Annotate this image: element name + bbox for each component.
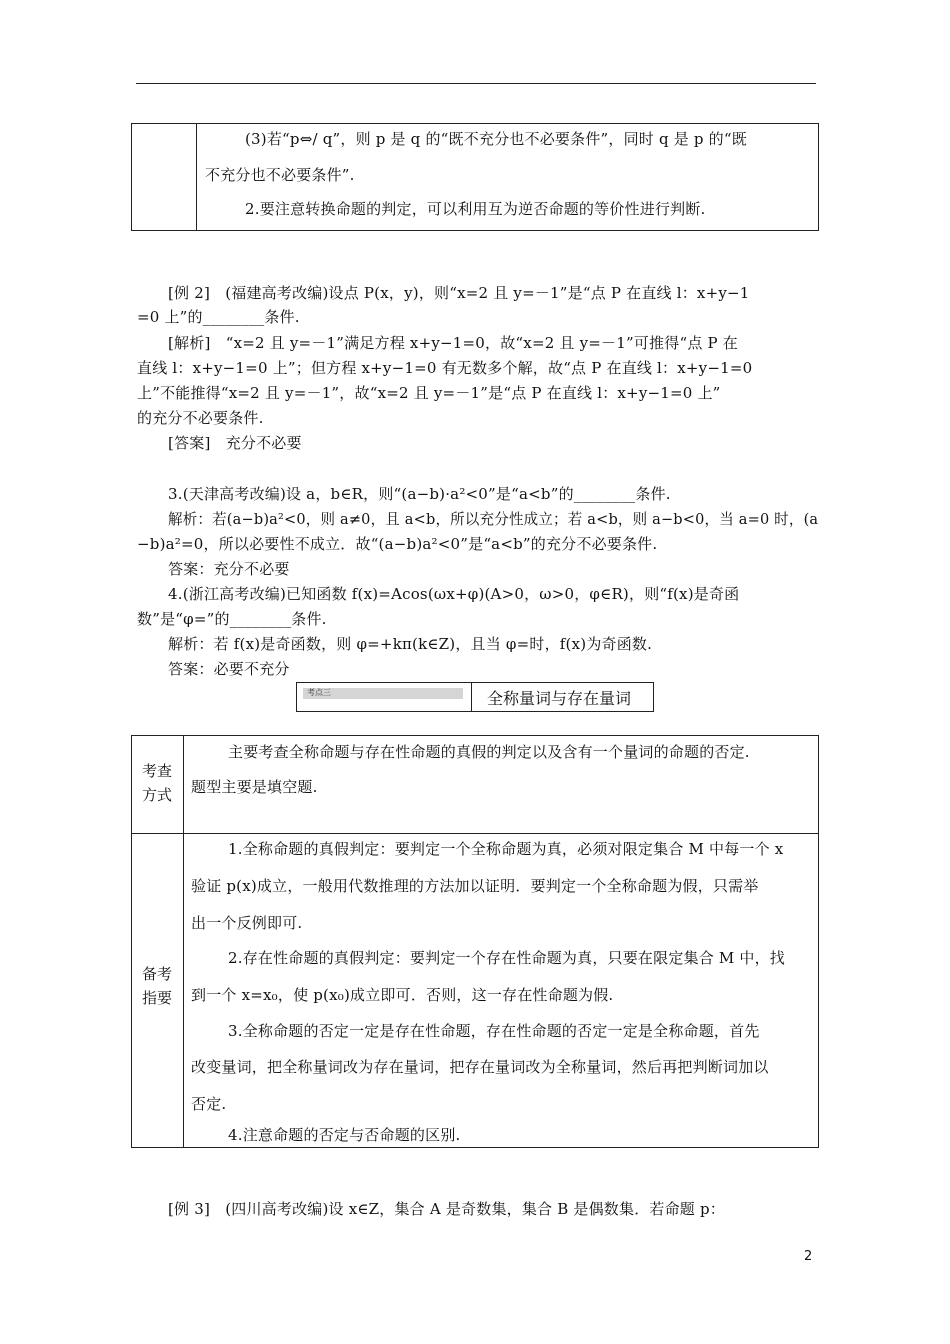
example2-answer: [答案] 充分不必要 (168, 434, 302, 452)
example2-line: 上”不能推得“x=2 且 y=－1”，故“x=2 且 y=－1”是“点 P 在直线 l：x+y−1=0 上” (137, 384, 721, 402)
table2-row1-line: 题型主要是填空题. (191, 778, 318, 796)
table2-row2-line: 改变量词，把全称量词改为存在量词，把存在量词改为全称量词，然后再把判断词加以 (191, 1058, 769, 1076)
example2-line: [解析] “x=2 且 y=－1”满足方程 x+y−1=0，故“x=2 且 y=－1”可推得“点 P 在 (168, 334, 738, 352)
section-badge: 考点三 (303, 688, 463, 699)
header-rule (136, 83, 816, 84)
problem3-line: 解析：若(a−b)a²<0，则 a≠0，且 a<b，所以充分性成立；若 a<b，则 a−b<0，当 a=0 时，(a (168, 510, 819, 528)
problem3-line: −b)a²=0，所以必要性不成立．故“(a−b)a²<0”是“a<b”的充分不必要条件. (137, 535, 658, 553)
table2-row2-line: 3.全称命题的否定一定是存在性命题，存在性命题的否定一定是全称命题，首先 (228, 1022, 760, 1040)
page-number: 2 (804, 1249, 813, 1264)
table2-row2-line: 2.存在性命题的真假判定：要判定一个存在性命题为真，只要在限定集合 M 中，找 (228, 949, 786, 967)
example2-line: 的充分不必要条件. (137, 409, 264, 427)
problem4-line: 解析：若 f(x)是奇函数，则 φ=+kπ(k∈Z)，且当 φ=时，f(x)为奇函数. (168, 635, 653, 653)
section-header (296, 682, 654, 712)
section-title: 全称量词与存在量词 (487, 689, 632, 708)
table1-line: 2.要注意转换命题的判定，可以利用互为逆否命题的等价性进行判断. (245, 200, 706, 218)
problem4-answer: 答案：必要不充分 (168, 660, 290, 678)
table-column-divider (183, 735, 184, 1148)
example2-line: [例 2] (福建高考改编)设点 P(x，y)，则“x=2 且 y=－1”是“点 P 在直线 l：x+y−1 (168, 284, 750, 302)
table2-row2-line: 1.全称命题的真假判定：要判定一个全称命题为真，必须对限定集合 M 中每一个 x (228, 840, 784, 858)
table2-row2-line: 验证 p(x)成立，一般用代数推理的方法加以证明．要判定一个全称命题为假，只需举 (191, 877, 759, 895)
table-column-divider (196, 123, 197, 231)
problem4-line: 数”是“φ=”的________条件. (137, 610, 327, 628)
example2-line: =0 上”的________条件. (137, 308, 300, 326)
table-row-divider (131, 833, 819, 834)
problem3-line: 3.(天津高考改编)设 a，b∈R，则“(a−b)·a²<0”是“a<b”的________条件. (168, 485, 671, 503)
row-label-prep-guide: 备考 指要 (141, 965, 172, 1007)
table1-line: (3)若“p⇔/ q”，则 p 是 q 的“既不充分也不必要条件”，同时 q 是 p 的“既 (245, 130, 747, 148)
table2-row2-line: 到一个 x=x₀，使 p(x₀)成立即可．否则，这一存在性命题为假. (191, 986, 614, 1004)
table2-row2-line: 4.注意命题的否定与否命题的区别. (228, 1126, 461, 1144)
table2-row1-line: 主要考查全称命题与存在性命题的真假的判定以及含有一个量词的命题的否定. (228, 743, 750, 761)
problem3-answer: 答案：充分不必要 (168, 560, 290, 578)
table2-row2-line: 否定. (191, 1095, 227, 1113)
row-label-exam-method: 考查 方式 (141, 762, 172, 804)
table2-row2-line: 出一个反例即可. (191, 914, 303, 932)
example2-line: 直线 l：x+y−1=0 上”；但方程 x+y−1=0 有无数多个解，故“点 P 在直线 l：x+y−1=0 (137, 359, 753, 377)
section-divider (471, 683, 472, 711)
problem4-line: 4.(浙江高考改编)已知函数 f(x)=Acos(ωx+φ)(A>0，ω>0，φ∈R)，则“f(x)是奇函 (168, 585, 740, 603)
table1-line: 不充分也不必要条件”. (205, 166, 355, 184)
example3-line: [例 3] (四川高考改编)设 x∈Z，集合 A 是奇数集，集合 B 是偶数集．若命题 p： (168, 1200, 725, 1218)
